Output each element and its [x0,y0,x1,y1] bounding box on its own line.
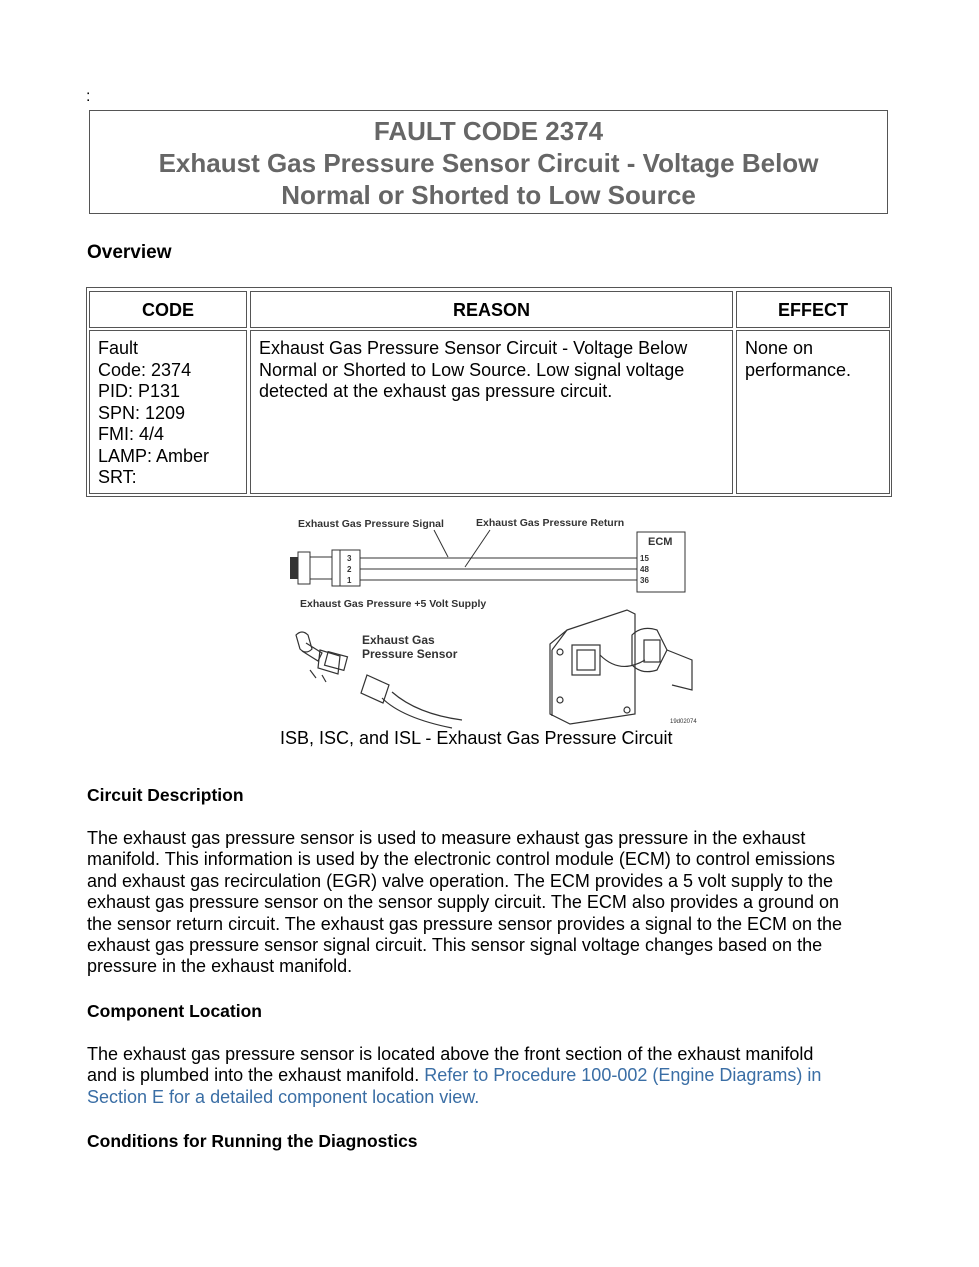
figure-id: 19d02074 [670,719,697,725]
component-location-text: The exhaust gas pressure sensor is located above the front section of the exhaust manifold and is plumbed into the exhaust manifold. [87,1044,814,1086]
fault-description-line1: Exhaust Gas Pressure Sensor Circuit - Voltage Below [158,148,819,178]
overview-heading: Overview [87,242,172,263]
signal-label: Exhaust Gas Pressure Signal [298,518,444,530]
return-leader [465,530,490,567]
cell-effect: None on performance. [736,330,890,494]
sensor-label-line1: Exhaust Gas [362,633,435,647]
circuit-description-text: The exhaust gas pressure sensor is used to measure exhaust gas pressure in the exhaust manifold. This information is used by the electronic control module (ECM) to control emissions and exhaust gas recirculation (EGR) valve operation. The ECM provides a 5 volt supply to the exhaust gas pressure sensor on the sensor supply circuit. The ECM also provides a ground on the sensor return circuit. The exhaust gas pressure sensor provides a signal to the ECM on the exhaust gas pressure sensor signal circuit. This sensor signal voltage changes based on the pressure in the exhaust manifold. [87,828,843,977]
page-marker: : [86,88,91,105]
fault-title-box [89,110,888,214]
ecm-pin-48: 48 [640,565,649,574]
ecm-module-drawing [550,610,692,724]
procedure-link[interactable]: Refer to Procedure 100-002 (Engine Diagrams) in Section E for a detailed component location view. [87,1065,822,1107]
sensor-label-line2: Pressure Sensor [362,647,458,661]
fault-code-title: FAULT CODE 2374 [373,116,604,146]
sensor-pin-3: 3 [347,554,352,563]
header-code: CODE [89,291,247,328]
supply-label: Exhaust Gas Pressure +5 Volt Supply [300,598,487,610]
circuit-diagram [282,510,702,730]
component-location-heading: Component Location [87,1001,262,1021]
ecm-pin-15: 15 [640,554,649,563]
ecm-pin-36: 36 [640,576,649,585]
return-label: Exhaust Gas Pressure Return [476,517,625,529]
component-location-paragraph [87,1044,897,1108]
sensor-pin-1: 1 [347,576,352,585]
conditions-heading: Conditions for Running the Diagnostics [87,1131,418,1151]
signal-leader [434,530,448,557]
ecm-label: ECM [648,536,673,548]
sensor-pin-2: 2 [347,565,352,574]
fault-description-line2: Normal or Shorted to Low Source [281,180,696,210]
cell-code: Fault Code: 2374 PID: P131 SPN: 1209 FMI: 4/4 LAMP: Amber SRT: [89,330,247,494]
figure-caption: ISB, ISC, and ISL - Exhaust Gas Pressure Circuit [280,728,673,748]
circuit-description-heading: Circuit Description [87,785,244,805]
sensor-symbol [290,550,340,586]
fault-table [86,287,892,497]
header-effect: EFFECT [736,291,890,328]
header-reason: REASON [250,291,733,328]
cell-reason: Exhaust Gas Pressure Sensor Circuit - Voltage Below Normal or Shorted to Low Source. Low signal voltage detected at the exhaust gas pressure circuit. [250,330,733,494]
